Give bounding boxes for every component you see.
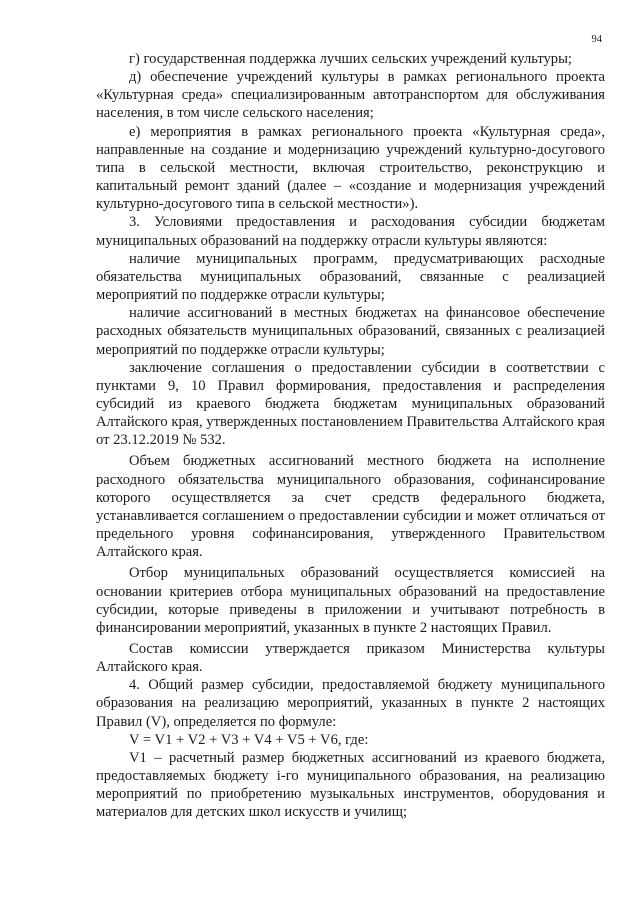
formula-line: V = V1 + V2 + V3 + V4 + V5 + V6, где: xyxy=(129,731,369,748)
paragraph-v1-definition: V1 – расчетный размер бюджетных ассигнований из краевого бюджета, предоставляемых бюджету i-го муниципального образования, на реализацию мероприятий по приобретению музыкальных инструментов, оборудования и материалов для детских школ искусств и училищ; xyxy=(96,749,605,821)
paragraph-item-e: е) мероприятия в рамках регионального проекта «Культурная среда», направленные на создание и модернизацию учреждений культурно-досугового типа в сельской местности, включая строительство, реконструкцию и капитальный ремонт зданий (далее – «создание и модернизация учреждений культурно-досугового типа в сельской местности»). xyxy=(96,123,605,213)
paragraph-condition-agreement: заключение соглашения о предоставлении субсидии в соответствии с пунктами 9, 10 Правил формирования, предоставления и распределения субсидий из краевого бюджета бюджетам муниципальных образований Алтайского края, утвержденных постановлением Правительства Алтайского края от 23.12.2019 № 532. xyxy=(96,359,605,449)
paragraph-item-d: д) обеспечение учреждений культуры в рамках регионального проекта «Культурная среда» специализированным автотранспортом для обслуживания населения, в том числе сельского населения; xyxy=(96,69,605,122)
paragraph-condition-allocations: наличие ассигнований в местных бюджетах на финансовое обеспечение расходных обязательств муниципальных образований, связанных с реализацией мероприятий по поддержке отрасли культуры; xyxy=(96,305,605,358)
paragraph-item-g: г) государственная поддержка лучших сельских учреждений культуры; xyxy=(129,51,572,67)
document-body xyxy=(96,50,605,822)
paragraph-commission: Состав комиссии утверждается приказом Министерства культуры Алтайского края. xyxy=(96,641,605,676)
paragraph-selection: Отбор муниципальных образований осуществляется комиссией на основании критериев отбора муниципальных образований на предоставление субсидии, которые приведены в приложении и учитывают потребность в финансировании мероприятий, указанных в пункте 2 настоящих Правил. xyxy=(96,565,605,636)
paragraph-section-3: 3. Условиями предоставления и расходования субсидии бюджетам муниципальных образований на поддержку отрасли культуры являются: xyxy=(96,214,605,249)
paragraph-condition-programs: наличие муниципальных программ, предусматривающих расходные обязательства муниципальных образований, связанные с реализацией мероприятий по поддержке отрасли культуры; xyxy=(96,250,605,304)
paragraph-budget-volume: Объем бюджетных ассигнований местного бюджета на исполнение расходного обязательства муниципального образования, софинансирование которого осуществляется за счет средств федерального бюджета, устанавливается соглашением о предоставлении субсидии и может отличаться от предельного уровня софинансирования, утвержденного Правительством Алтайского края. xyxy=(96,453,605,561)
page-number: 94 xyxy=(591,34,602,45)
paragraph-section-4: 4. Общий размер субсидии, предоставляемой бюджету муниципального образования на реализацию мероприятий, указанных в пункте 2 настоящих Правил (V), определяется по формуле: xyxy=(96,677,605,730)
